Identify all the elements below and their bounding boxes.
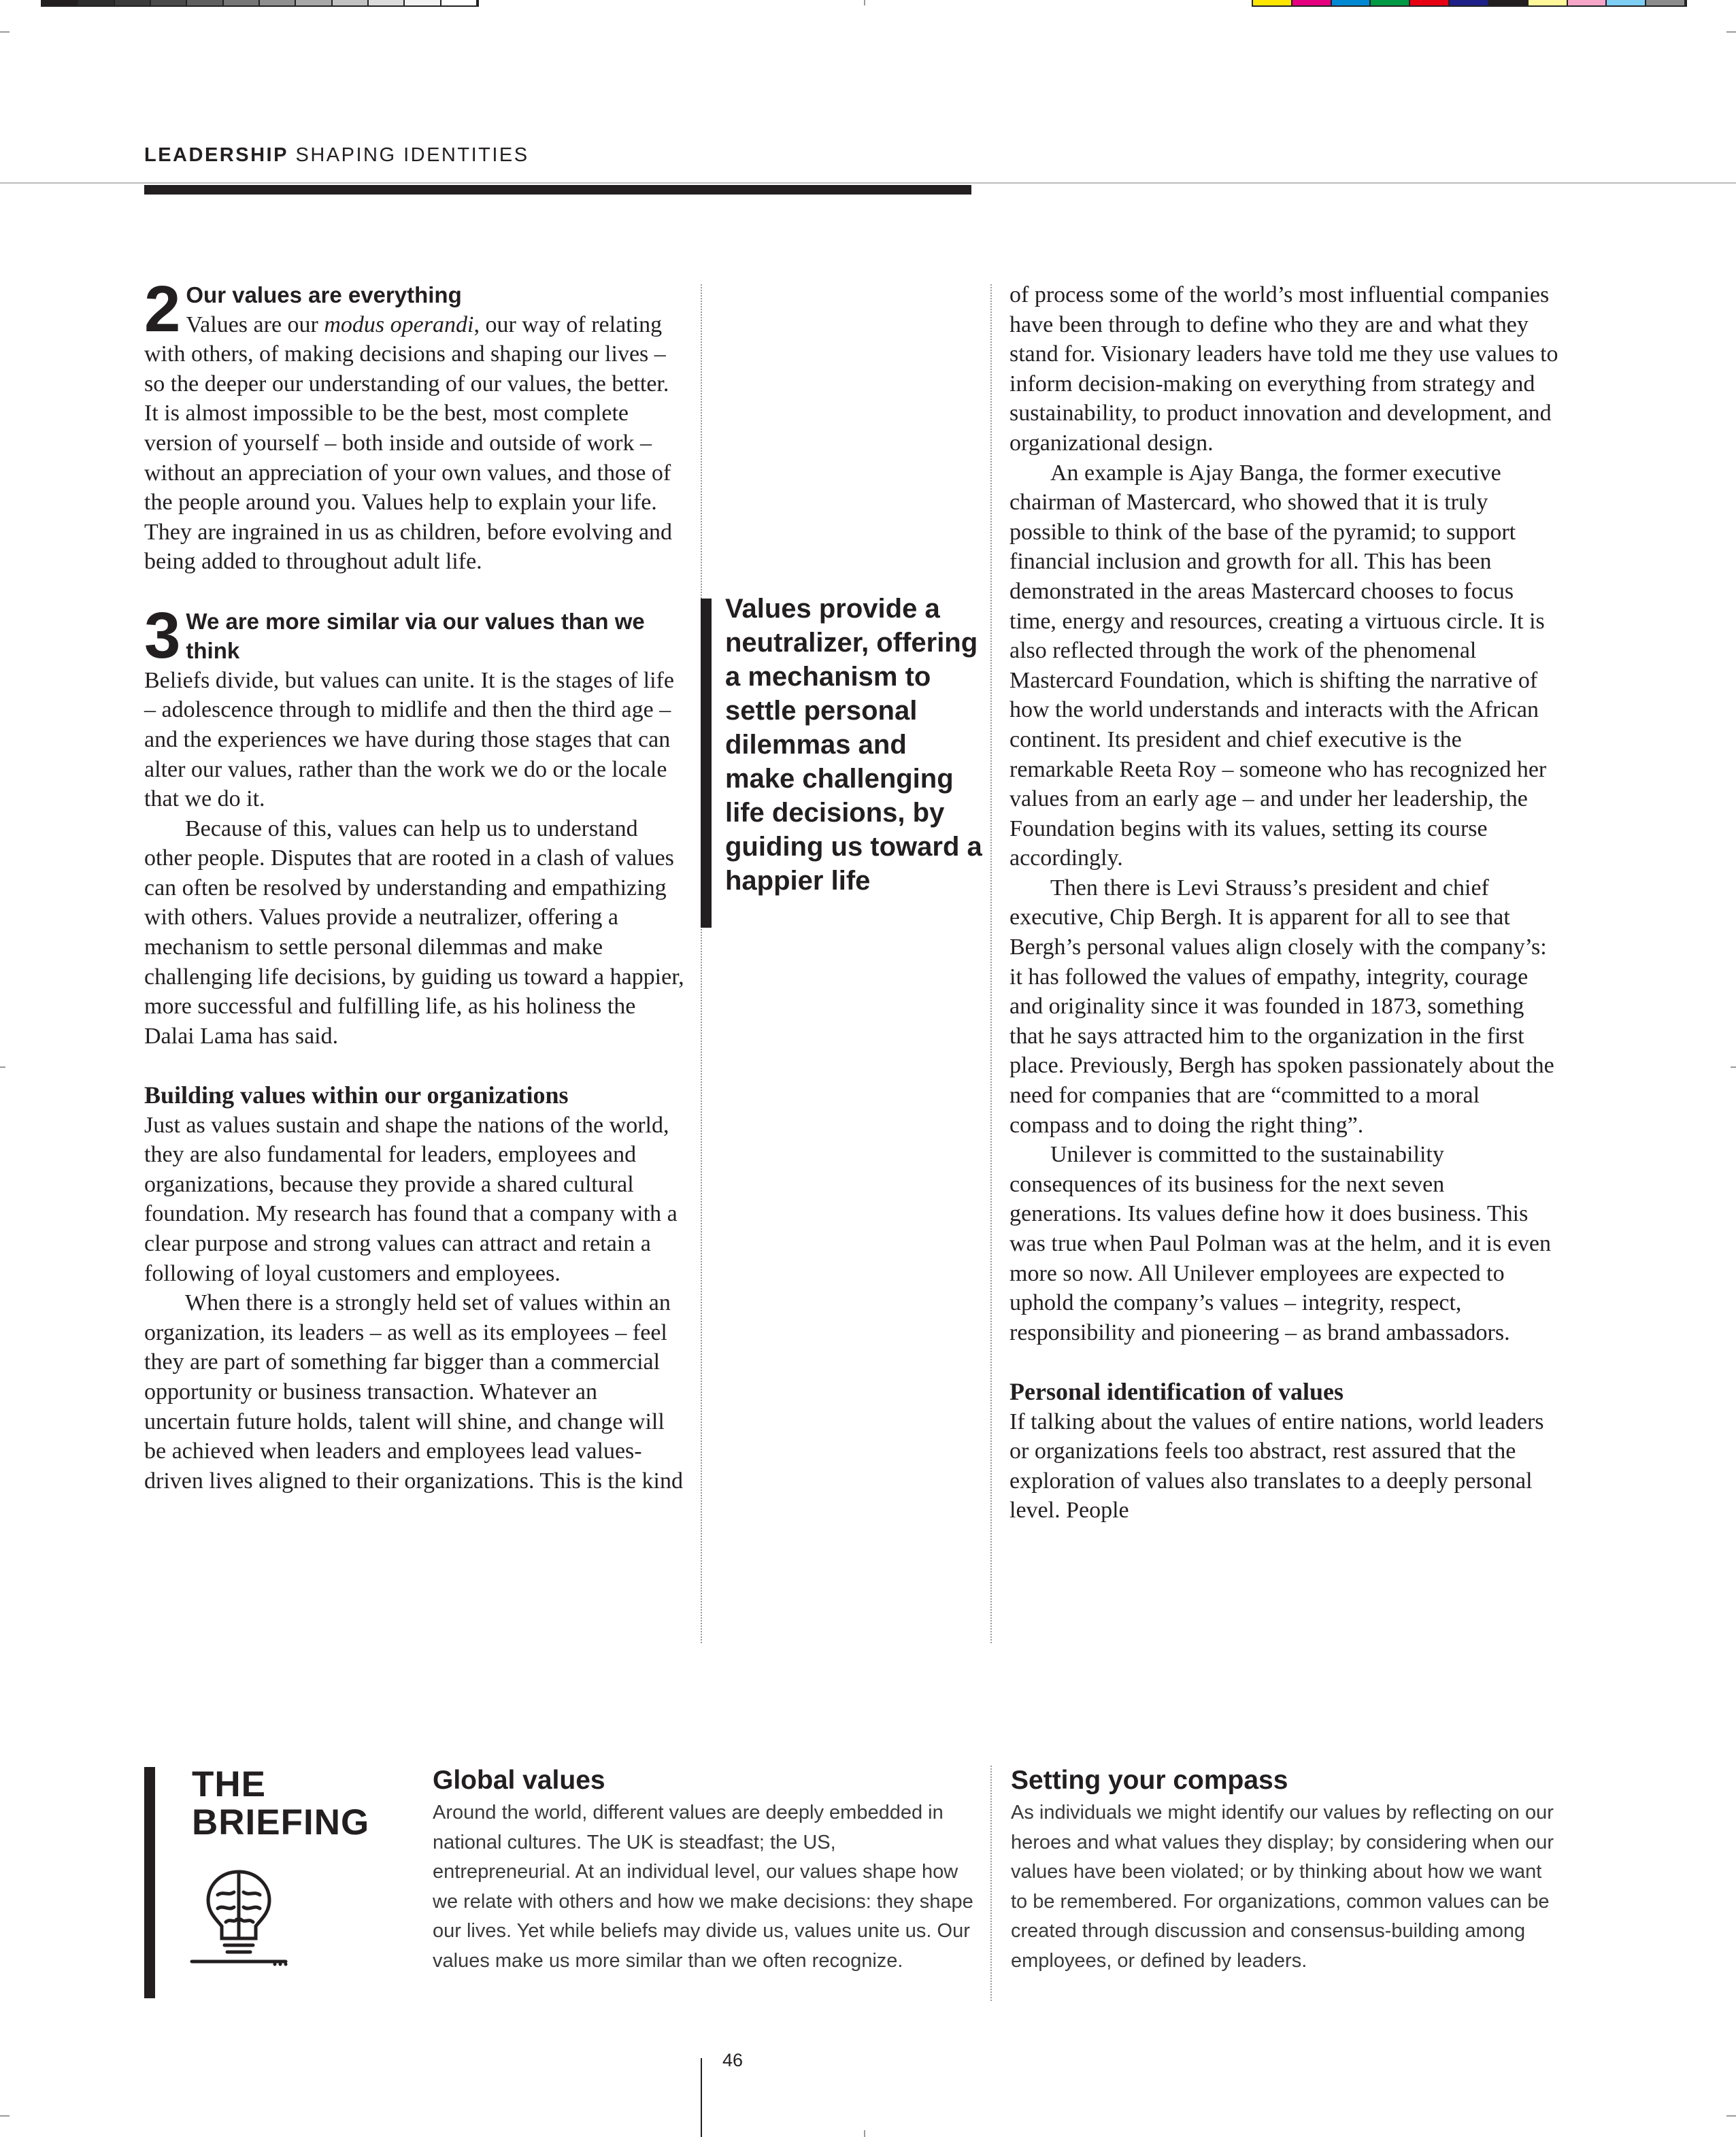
pull-quote-bar [701,599,712,928]
crop-mark [0,2115,10,2117]
color-swatch [151,0,187,5]
left-column [144,273,688,1496]
color-swatch [296,0,332,5]
page-number: 46 [722,2050,744,2070]
color-swatch [333,0,369,5]
color-swatch [1410,0,1450,5]
briefing-heading: Global values [433,1766,605,1795]
color-swatch [1607,0,1646,5]
crop-mark [864,2130,865,2137]
crop-mark [1726,2115,1736,2117]
running-head-section: LEADERSHIP [144,144,288,166]
body-paragraph: When there is a strongly held set of values within an organization, its leaders – as well as its employees – feel they are part of something far bigger than a commercial opportunity or business transaction. Whatever an uncertain future holds, talent will shine, and change will be achieved when leaders and employees lead values-driven lives aligned to their organizations. This is the kind [144,1290,683,1494]
crop-mark [864,0,865,5]
color-swatch [1371,0,1410,5]
color-swatch [1529,0,1568,5]
briefing-setting-compass [1011,1764,1555,1976]
crop-mark [0,1066,5,1068]
color-swatch [260,0,296,5]
header-rule [0,182,1736,184]
point-heading: We are more similar via our values than we think [186,608,645,664]
body-paragraph: Just as values sustain and shape the nations of the world, they are also fundamental for leaders, employees and organizations, because they provide a shared cultural foundation. My research has found that a company with a clear purpose and strong values can attract and retain a following of loyal customers and employees. [144,1112,678,1286]
briefing-text: Around the world, different values are deeply embedded in national cultures. The UK is steadfast; the US, entrepreneurial. At an individual level, our values shape how we relate with others and how we make decisions: they shape our lives. Yet while beliefs may divide us, values unite us. Our values make us more similar than we often recognize. [433,1802,973,1972]
point-body: Values are our modus operandi, our way of relating with others, of making decisions and shaping our lives – so the deeper our understanding of our values, the better. It is almost impossible to be the best, most complete version of yourself – both inside and outside of work – without an appreciation of your own values, and those of the people around you. Values help to explain your life. They are ingrained in us as children, before evolving and being added to throughout adult life. [144,312,673,575]
body-paragraph: Unilever is committed to the sustainability consequences of its business for the next seven generations. Its values define how it does business. This was true when Paul Polman was at the helm, and it is even more so now. All Unilever employees are expected to uphold the company’s values – integrity, respect, responsibility and pioneering – as brand ambassadors. [1009,1142,1551,1345]
body-paragraph: Because of this, values can help us to understand other people. Disputes that are rooted in a clash of values can often be resolved by understanding and empathizing with others. Values provide a neutralizer, offering a mechanism to settle personal dilemmas and make challenging life decisions, by guiding us toward a happier, more successful and fulfilling life, as his holiness the Dalai Lama has said. [144,815,684,1049]
body-paragraph: Then there is Levi Strauss’s president and chief executive, Chip Bergh. It is apparent for all to see that Bergh’s personal values align closely with the company’s: it has followed the values of empathy, integrity, courage and originality since it was founded in 1873, something that he says attracted him to the organization in the first place. Previously, Bergh has spoken passionately about the need for companies that are “committed to a moral compass and to doing the right thing”. [1009,875,1554,1138]
grayscale-color-bar [41,0,479,7]
color-swatch [187,0,223,5]
briefing-heading: Setting your compass [1011,1766,1288,1795]
column-divider [990,284,992,1643]
crop-mark [0,31,10,33]
briefing-text: As individuals we might identify our values by reflecting on our heroes and what values they display; by considering when our values have been violated; or by thinking about how we want to be remembered. For organizations, common values can be created through discussion and consensus-building among employees, or defined by leaders. [1011,1802,1554,1972]
body-paragraph: Beliefs divide, but values can unite. It is the stages of life – adolescence through to midlife and then the third age – and the experiences we have during those stages that can alter our values, rather than the work we do or the locale that we do it. [144,667,674,812]
point-2 [144,273,688,577]
pull-quote: Values provide a neutralizer, offering a mechanism to settle personal dilemmas and make challenging life decisions, by guiding us toward a happier life [725,594,982,896]
running-head [144,144,529,167]
point-heading: Our values are everything [186,282,462,307]
process-color-bar [1252,0,1687,7]
color-swatch [1332,0,1371,5]
color-swatch [1292,0,1332,5]
color-swatch [1450,0,1489,5]
section-heading: Personal identification of values [1009,1377,1343,1405]
briefing-title: THE BRIEFING [192,1764,370,1842]
briefing-bar [144,1767,155,1998]
briefing-global-values [433,1764,977,1976]
column-divider [701,284,702,1643]
color-swatch [1253,0,1292,5]
crop-mark [1726,31,1736,33]
point-number: 2 [144,273,181,346]
column-divider [990,1766,992,2001]
color-swatch [1646,0,1686,5]
body-paragraph: of process some of the world’s most influential companies have been through to define who they are and what they stand for. Visionary leaders have told me they use values to inform decision-making on everything from strategy and sustainability, to product innovation and development, and organizational design. [1009,282,1558,456]
point-number: 3 [144,599,181,672]
color-swatch [441,0,478,5]
color-swatch [405,0,441,5]
body-paragraph: An example is Ajay Banga, the former executive chairman of Mastercard, who showed that it is truly possible to think of the base of the pyramid; to support financial inclusion and growth for all. This has been demonstrated in the areas Mastercard chooses to focus time, energy and resources, creating a virtuous circle. It is also reflected through the work of the phenomenal Mastercard Foundation, which is shifting the narrative of how the world understands and interacts with the African continent. Its president and chief executive is the remarkable Reeta Roy – someone who has recognized her values from an early age – and under her leadership, the Foundation begins with its values, setting its course accordingly. [1009,460,1547,871]
color-swatch [115,0,151,5]
right-column [1009,280,1560,1526]
crop-mark [1731,1066,1736,1068]
color-swatch [224,0,260,5]
color-swatch [78,0,114,5]
running-head-subsection: SHAPING IDENTITIES [295,144,529,166]
section-heading: Building values within our organizations [144,1081,569,1109]
point-3 [144,599,688,1051]
color-swatch [1568,0,1607,5]
folio-rule [701,2058,702,2137]
header-bar [144,185,971,195]
color-swatch [42,0,78,5]
color-swatch [1489,0,1529,5]
color-swatch [369,0,405,5]
body-paragraph: If talking about the values of entire nations, world leaders or organizations feels too abstract, rest assured that the exploration of values also translates to a deeply personal level. People [1009,1409,1544,1524]
lightbulb-brain-icon [188,1861,290,1973]
